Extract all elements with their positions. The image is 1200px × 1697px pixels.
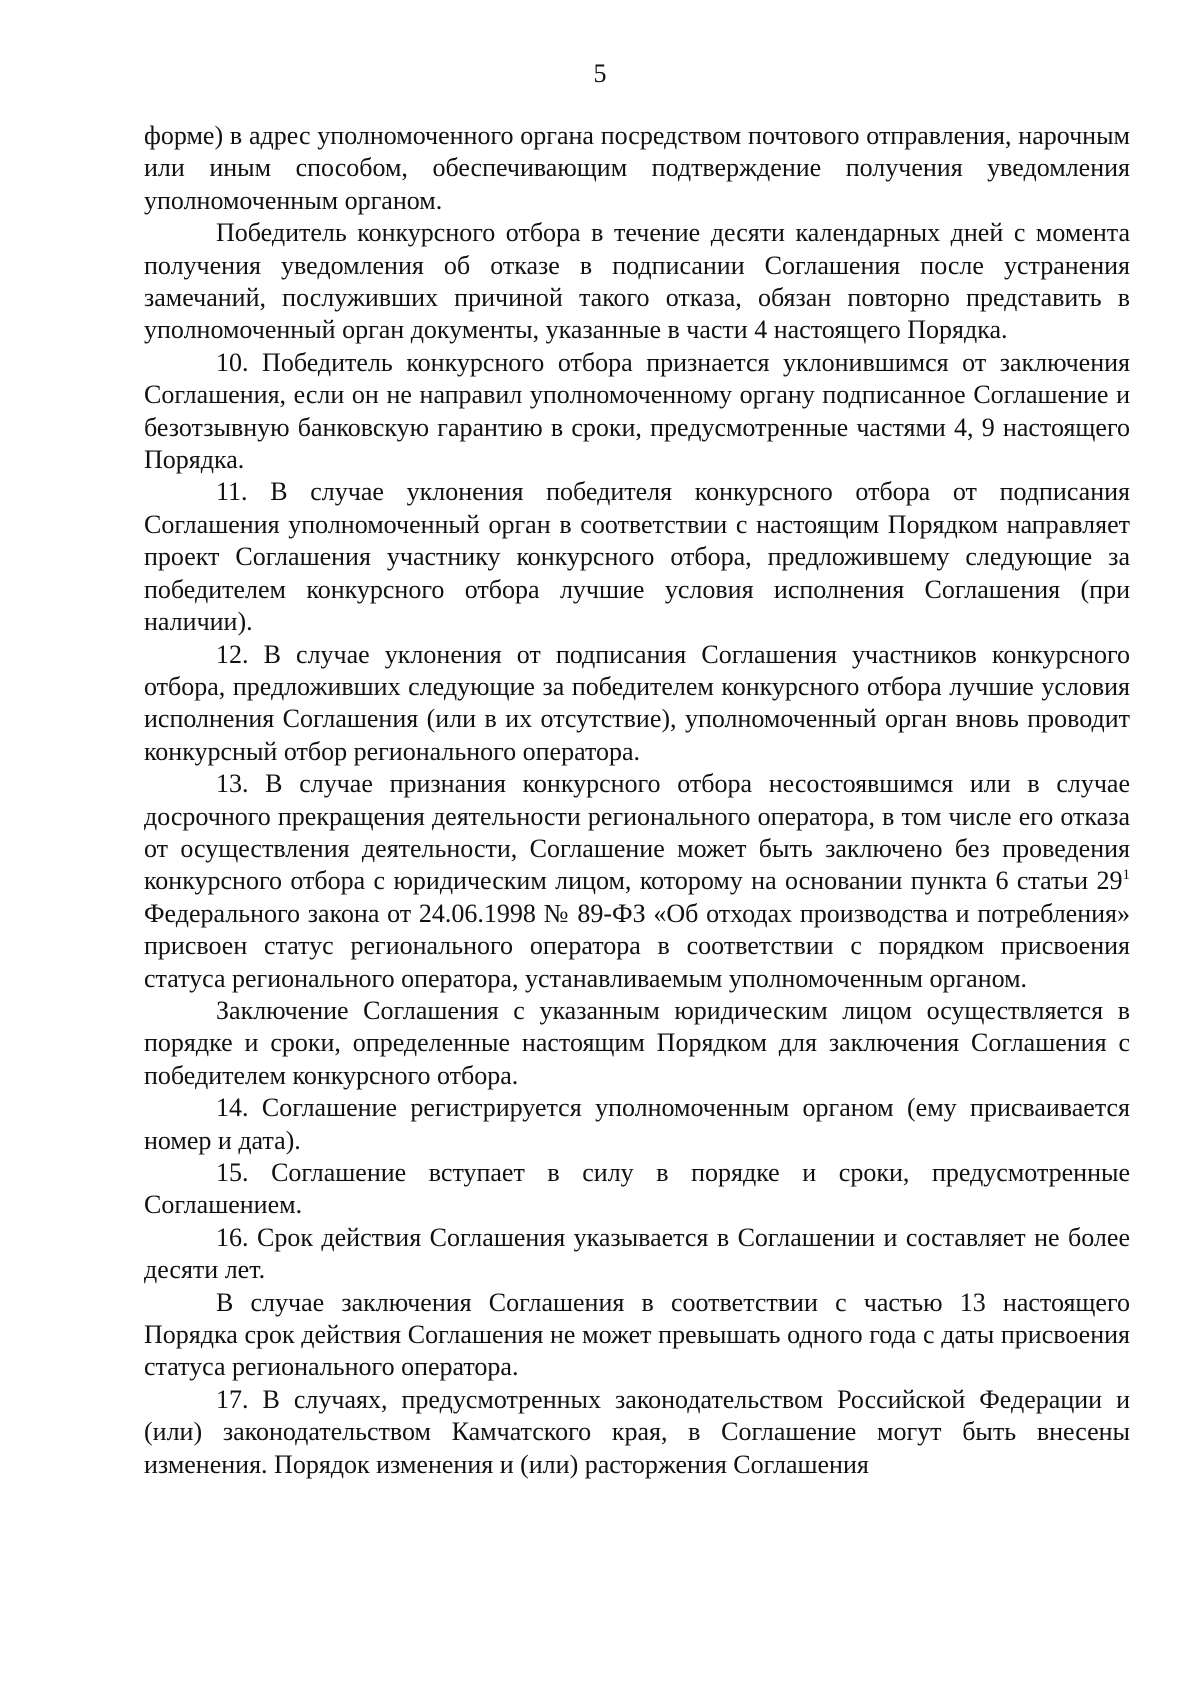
document-body (144, 120, 1130, 1481)
paragraph-conclusion-procedure: Заключение Соглашения с указанным юридическим лицом осуществляется в порядке и сроки, определенные настоящим Порядком для заключения Соглашения с победителем конкурсного отбора. (144, 995, 1130, 1090)
paragraph-clause-12: 12. В случае уклонения от подписания Соглашения участников конкурсного отбора, предложивших следующие за победителем конкурсного отбора лучшие условия исполнения Соглашения (или в их отсутствие), уполномоченный орган вновь проводит конкурсный отбор регионального оператора. (144, 639, 1130, 766)
paragraph-clause-14: 14. Соглашение регистрируется уполномоченным органом (ему присваивается номер и дата). (144, 1093, 1130, 1155)
clause-13-superscript: 1 (1122, 867, 1130, 884)
paragraph-winner-resubmission: Победитель конкурсного отбора в течение десяти календарных дней с момента получения уведомления об отказе в подписании Соглашения после устранения замечаний, послуживших причиной такого отказа, обязан повторно представить в уполномоченный орган документы, указанные в части 4 настоящего Порядка. (144, 218, 1130, 345)
paragraph-clause-17: 17. В случаях, предусмотренных законодательством Российской Федерации и (или) законодательством Камчатского края, в Соглашение могут быть внесены изменения. Порядок изменения и (или) расторжения Соглашения (144, 1384, 1130, 1479)
clause-13-text-before: 13. В случае признания конкурсного отбора несостоявшимся или в случае досрочного прекращения деятельности регионального оператора, в том числе его отказа от осуществления деятельности, Соглашение может быть заключено без проведения конкурсного отбора с юридическим лицом, которому на основании пункта 6 статьи 29 (144, 769, 1130, 896)
paragraph-clause-11: 11. В случае уклонения победителя конкурсного отбора от подписания Соглашения уполномоченный орган в соответствии с настоящим Порядком направляет проект Соглашения участнику конкурсного отбора, предложившему следующие за победителем конкурсного отбора лучшие условия исполнения Соглашения (при наличии). (144, 477, 1130, 637)
paragraph-term-limit: В случае заключения Соглашения в соответствии с частью 13 настоящего Порядка срок действия Соглашения не может превышать одного года с даты присвоения статуса регионального оператора. (144, 1287, 1130, 1382)
paragraph-clause-16: 16. Срок действия Соглашения указывается в Соглашении и составляет не более десяти лет. (144, 1222, 1130, 1285)
paragraph-clause-13 (144, 768, 1130, 995)
clause-13-text-after: Федерального закона от 24.06.1998 № 89-ФЗ «Об отходах производства и потребления» присвоен статус регионального оператора в соответствии с порядком присвоения статуса регионального оператора, устанавливаемым уполномоченным органом. (144, 898, 1130, 993)
page-number: 5 (593, 59, 607, 88)
paragraph-continuation: форме) в адрес уполномоченного органа посредством почтового отправления, нарочным или иным способом, обеспечивающим подтверждение получения уведомления уполномоченным органом. (144, 121, 1130, 215)
paragraph-clause-15: 15. Соглашение вступает в силу в порядке и сроки, предусмотренные Соглашением. (144, 1158, 1130, 1220)
paragraph-clause-10: 10. Победитель конкурсного отбора признается уклонившимся от заключения Соглашения, если он не направил уполномоченному органу подписанное Соглашение и безотзывную банковскую гарантию в сроки, предусмотренные частями 4, 9 настоящего Порядка. (144, 347, 1130, 475)
